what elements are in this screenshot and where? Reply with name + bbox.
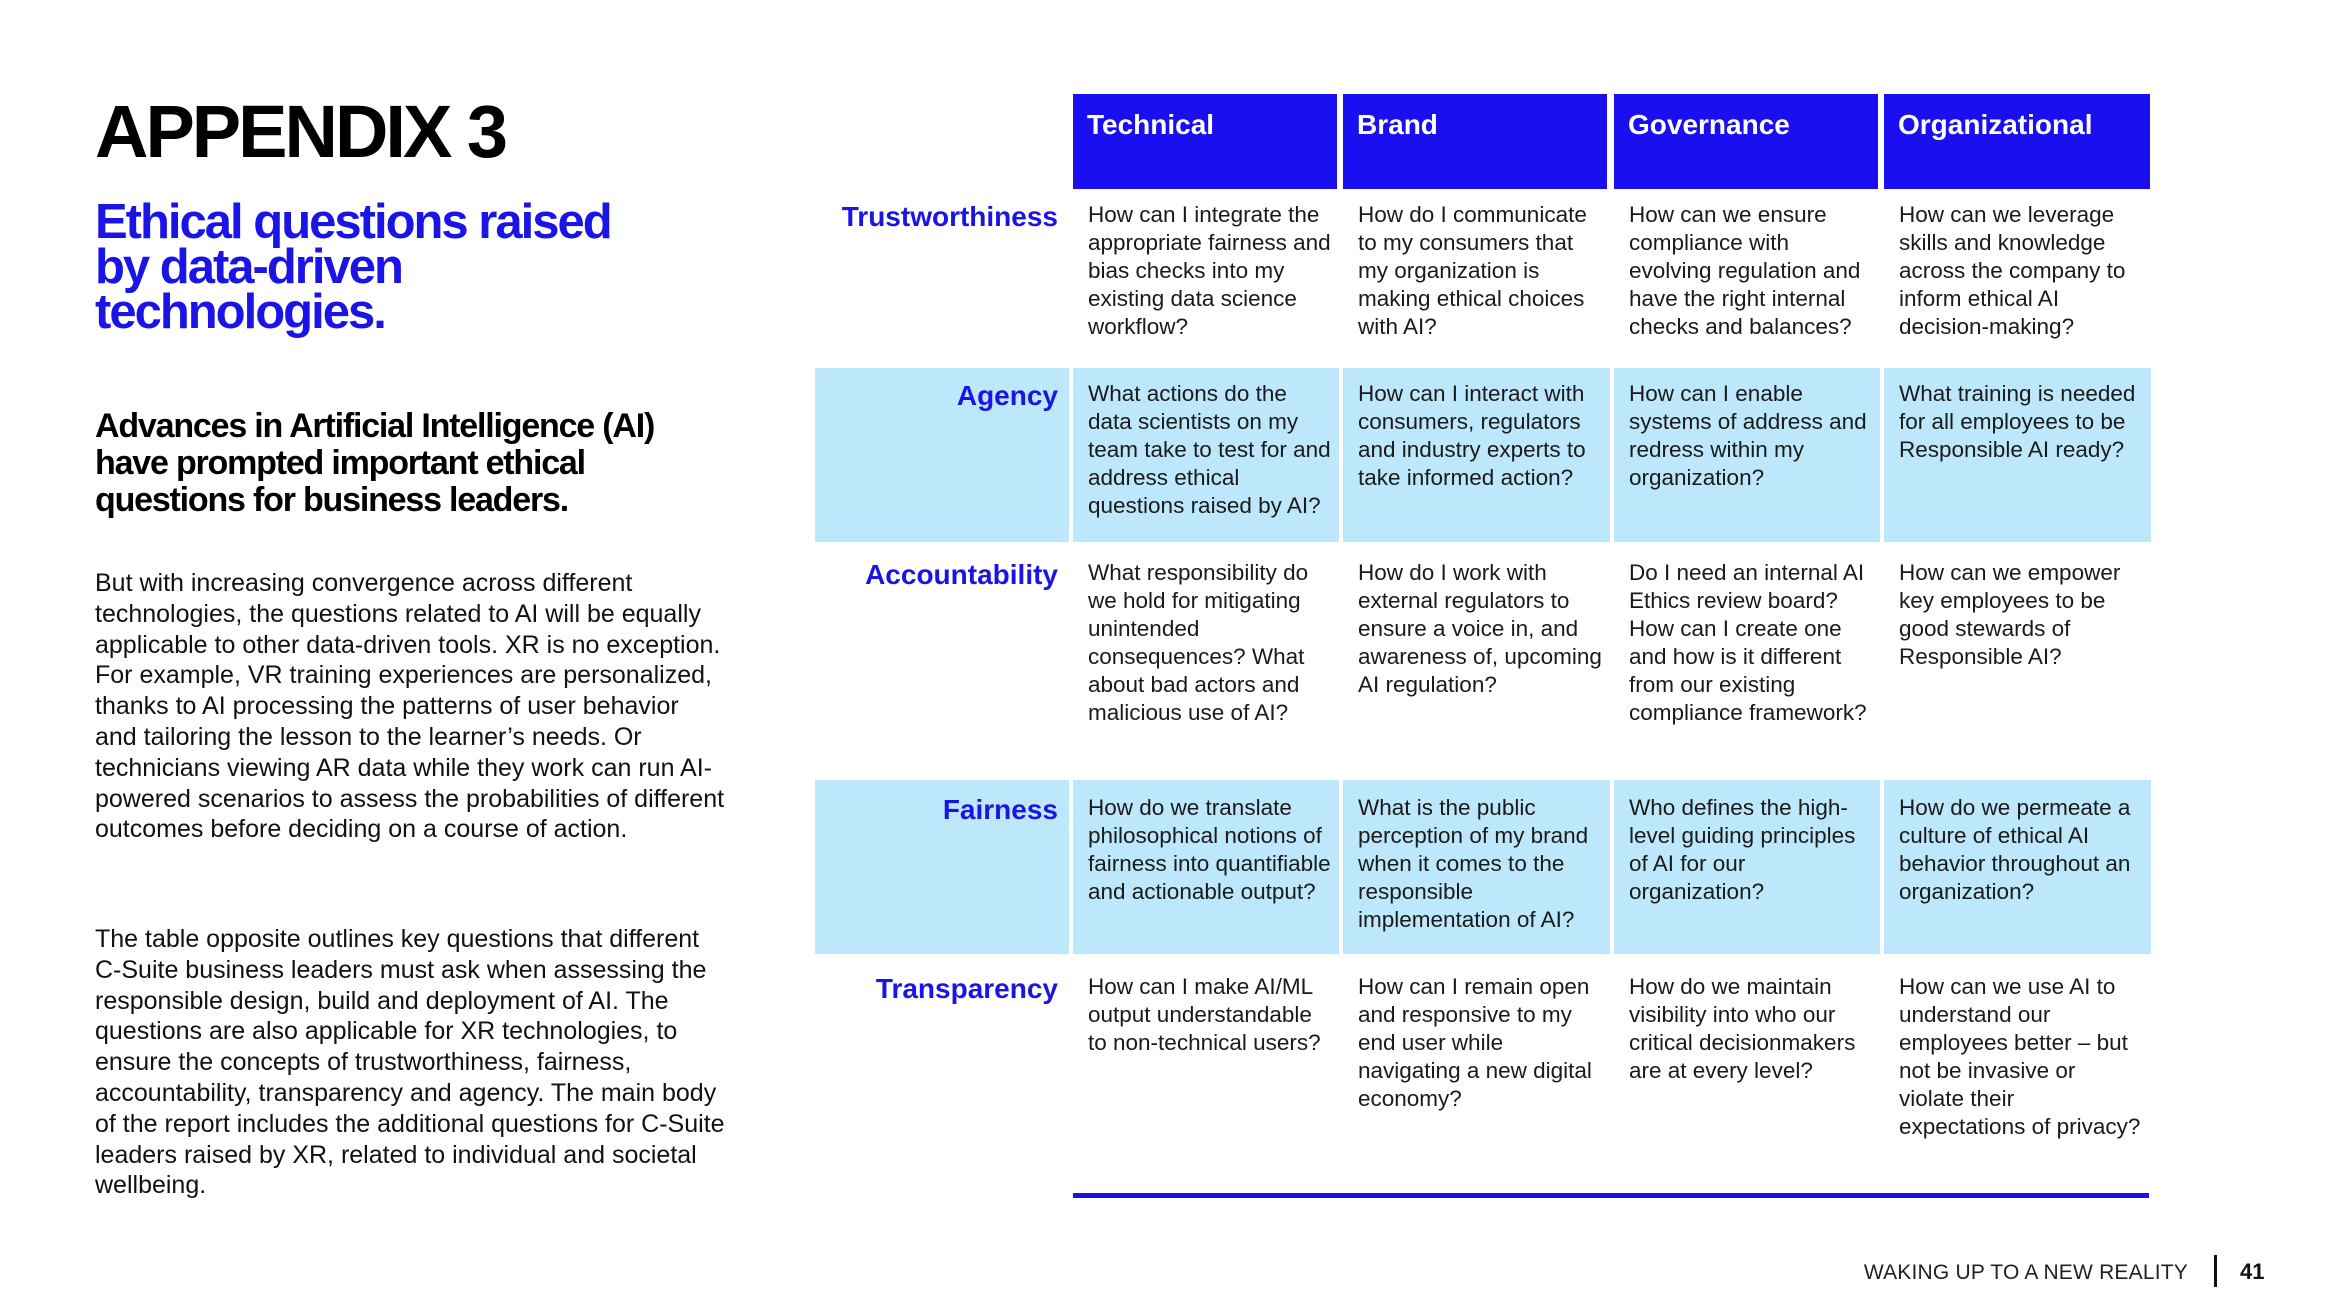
footer-divider (2214, 1255, 2217, 1287)
column-header-brand: Brand (1343, 94, 1607, 189)
table-cell: What training is needed for all employees to be Responsible AI ready? (1899, 381, 2136, 462)
body-paragraph-1: But with increasing convergence across different technologies, the questions related to AI will be equally applicable to other data-driven tools. XR is no exception. For example, VR training experiences are personalized, thanks to AI processing the patterns of user behavior and tailoring the lesson to the learner’s needs. Or technicians viewing AR data while they work can run AI-powered scenarios to assess the probabilities of different outcomes before deciding on a course of action. (95, 569, 725, 844)
table-cell: How can we leverage skills and knowledge across the company to inform ethical AI decision-making? (1899, 202, 2126, 339)
column-separator (1339, 94, 1343, 954)
table-bottom-rule (1073, 1193, 2149, 1198)
table-cell: How can I make AI/ML output understandable to non-technical users? (1088, 974, 1321, 1055)
footer-report-title: WAKING UP TO A NEW REALITY (1863, 1261, 2188, 1284)
table-cell: How can I enable systems of address and redress within my organization? (1629, 381, 1867, 490)
table-cell: How can I interact with consumers, regulators and industry experts to take informed action? (1358, 381, 1586, 490)
table-cell: How do we permeate a culture of ethical AI behavior throughout an organization? (1899, 795, 2131, 904)
table-cell: How do I work with external regulators to ensure a voice in, and awareness of, upcoming AI regulation? (1358, 560, 1602, 697)
table-cell: How can I remain open and responsive to my end user while navigating a new digital economy? (1358, 974, 1592, 1111)
column-header-technical: Technical (1073, 94, 1337, 189)
table-cell: How do I communicate to my consumers that my organization is making ethical choices with AI? (1358, 202, 1587, 339)
column-separator (1880, 94, 1884, 954)
page-subtitle: Ethical questions raised by data-driven technologies. (95, 195, 611, 339)
table-cell: How can we empower key employees to be good stewards of Responsible AI? (1899, 560, 2121, 669)
row-label-transparency: Transparency (875, 973, 1058, 1004)
table-cell: How can we use AI to understand our employees better – but not be invasive or violate their expectations of privacy? (1899, 974, 2141, 1139)
page-number: 41 (2240, 1259, 2265, 1284)
table-cell: What responsibility do we hold for mitigating unintended consequences? What about bad actors and malicious use of AI? (1088, 560, 1309, 725)
table-cell: Who defines the high-level guiding principles of AI for our organization? (1629, 795, 1856, 904)
body-paragraph-2: The table opposite outlines key questions that different C-Suite business leaders must ask when assessing the responsible design, build and deployment of AI. The questions are also applicable for XR technologies, to ensure the concepts of trustworthiness, fairness, accountability, transparency and agency. The main body of the report includes the additional questions for C-Suite leaders raised by XR, related to individual and societal wellbeing. (95, 925, 725, 1200)
row-label-agency: Agency (956, 380, 1058, 411)
table-cell: How can we ensure compliance with evolving regulation and have the right internal checks and balances? (1629, 202, 1861, 339)
table-cell: What is the public perception of my brand when it comes to the responsible implementation of AI? (1358, 795, 1589, 932)
column-header-organizational: Organizational (1884, 94, 2150, 189)
column-separator (1610, 94, 1614, 954)
row-label-trustworthiness: Trustworthiness (841, 201, 1058, 232)
table-cell: How do we maintain visibility into who our critical decisionmakers are at every level? (1629, 974, 1856, 1083)
column-separator (1069, 94, 1073, 954)
row-label-accountability: Accountability (865, 559, 1058, 590)
lead-statement: Advances in Artificial Intelligence (AI) have prompted important ethical questions for business leaders. (95, 407, 655, 519)
table-cell: What actions do the data scientists on my team take to test for and address ethical questions raised by AI? (1088, 381, 1331, 518)
table-cell: How can I integrate the appropriate fairness and bias checks into my existing data science workflow? (1088, 202, 1331, 339)
row-label-fairness: Fairness (942, 794, 1058, 825)
table-cell: Do I need an internal AI Ethics review board? How can I create one and how is it different from our existing compliance framework? (1629, 560, 1867, 725)
column-header-governance: Governance (1614, 94, 1878, 189)
appendix-title: APPENDIX 3 (95, 90, 506, 173)
table-cell: How do we translate philosophical notions of fairness into quantifiable and actionable output? (1088, 795, 1331, 904)
